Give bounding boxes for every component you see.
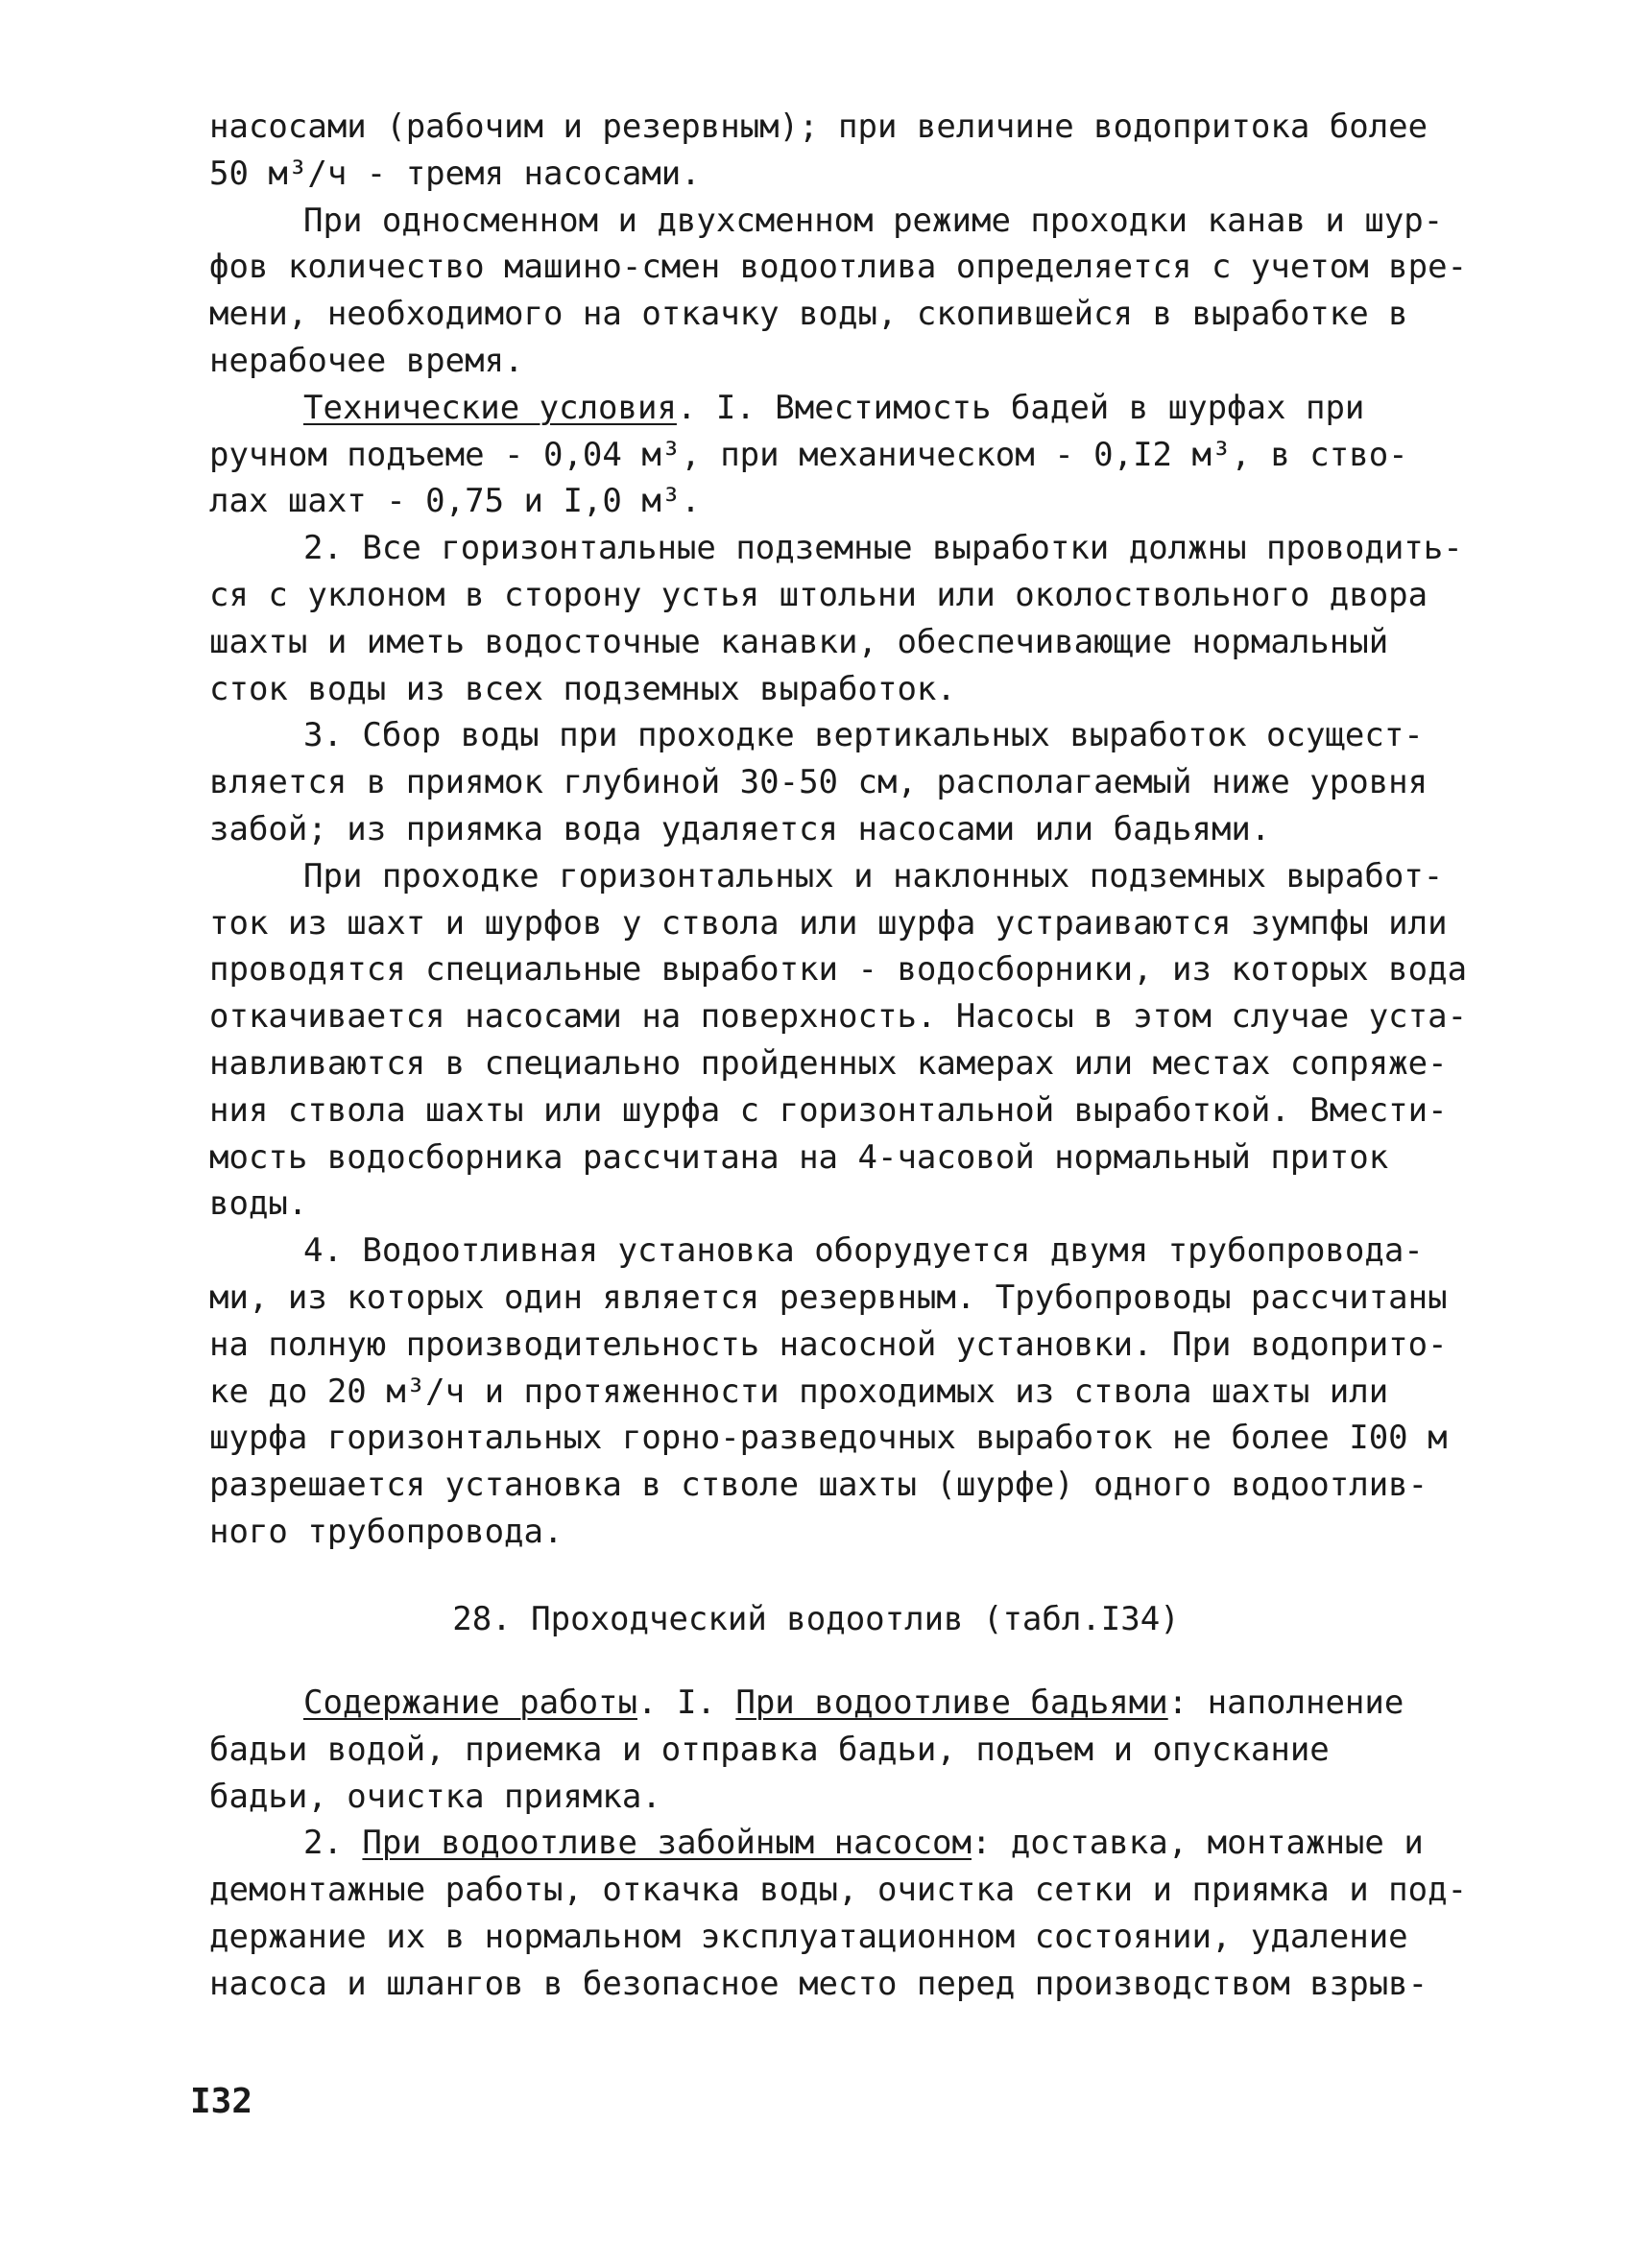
text-line: забой; из приямка вода удаляется насосами или бадьями. [209,809,1271,848]
text-line: навливаются в специально пройденных камерах или местах сопряже- [209,1043,1448,1083]
body-text [209,104,1468,1556]
text-line: насосами (рабочим и резервным); при величине водопритока более [209,107,1428,146]
text-line: мени, необходимого на откачку воды, скопившейся в выработке в [209,295,1408,334]
work-content-heading: Содержание работы [303,1683,637,1722]
text-line: держание их в нормальном эксплуатационном состоянии, удаление [209,1917,1408,1956]
item1-label: При водоотливе бадьями [735,1683,1168,1722]
text-line: 3. Сбор воды при проходке вертикальных выработок осущест- [303,716,1424,755]
text-fragment: : доставка, монтажные и [971,1824,1424,1863]
text-line: ного трубопровода. [209,1512,564,1551]
text-line: лах шахт - 0,75 и I,0 м³. [209,482,701,521]
text-line: на полную производительность насосной установки. При водоприто- [209,1325,1448,1364]
text-line [209,1820,1457,1867]
text-line: вляется в приямок глубиной 30-50 см, располагаемый ниже уровня [209,763,1428,802]
text-line: фов количество машино-смен водоотлива определяется с учетом вре- [209,248,1468,287]
text-line: проводятся специальные выработки - водосборники, из которых вода [209,950,1468,990]
text-line: ния ствола шахты или шурфа с горизонтальной выработкой. Вмести- [209,1090,1448,1130]
text-line: шурфа горизонтальных горно-разведочных выработок не более I00 м [209,1419,1448,1458]
text-fragment: 2. [303,1824,363,1863]
text-line: бадьи, очистка приямка. [209,1777,661,1816]
technical-conditions-heading: Технические условия [303,388,677,427]
text-line: ся с уклоном в сторону устья штольни или околоствольного двора [209,575,1428,614]
text-fragment: . I. Вместимость бадей в шурфах при [676,388,1365,427]
text-line: сток воды из всех подземных выработок. [209,669,956,708]
page-number: I32 [190,2082,253,2121]
text-line: нерабочее время. [209,341,524,380]
text-line: разрешается установка в стволе шахты (шурфе) одного водоотлив- [209,1466,1428,1505]
text-line: При проходке горизонтальных и наклонных подземных выработ- [303,856,1444,895]
text-line: 2. Все горизонтальные подземные выработки должны проводить- [303,529,1463,568]
text-line: мость водосборника рассчитана на 4-часовой нормальный приток [209,1137,1389,1177]
text-line: 4. Водоотливная установка оборудуется двумя трубопровода- [303,1231,1424,1271]
text-line: воды. [209,1184,308,1224]
text-line [209,385,1457,432]
text-line: ми, из которых один является резервным. Трубопроводы рассчитаны [209,1277,1448,1317]
work-content-text [209,1680,1468,2008]
text-line: 50 м³/ч - тремя насосами. [209,154,701,193]
text-fragment: : наполнение [1167,1683,1404,1722]
text-line: шахты и иметь водосточные канавки, обеспечивающие нормальный [209,622,1389,661]
text-line: ке до 20 м³/ч и протяженности проходимых из ствола шахты или [209,1372,1389,1411]
text-line: ток из шахт и шурфов у ствола или шурфа устраиваются зумпфы или [209,903,1448,943]
text-line: ручном подъеме - 0,04 м³, при механическом - 0,I2 м³, в ство- [209,435,1408,474]
section-title: 28. Проходческий водоотлив (табл.I34) [452,1600,1180,1638]
text-line: насоса и шлангов в безопасное место перед производством взрыв- [209,1964,1428,2003]
text-line: демонтажные работы, откачка воды, очистка сетки и приямка и под- [209,1871,1468,1910]
item2-label: При водоотливе забойным насосом [362,1824,972,1863]
text-line: При односменном и двухсменном режиме проходки канав и шур- [303,201,1444,240]
text-line: бадьи водой, приемка и отправка бадьи, подъем и опускание [209,1730,1330,1769]
text-line [209,1680,1457,1727]
text-line: откачивается насосами на поверхность. Насосы в этом случае уста- [209,997,1468,1037]
text-fragment: . I. [637,1683,736,1722]
